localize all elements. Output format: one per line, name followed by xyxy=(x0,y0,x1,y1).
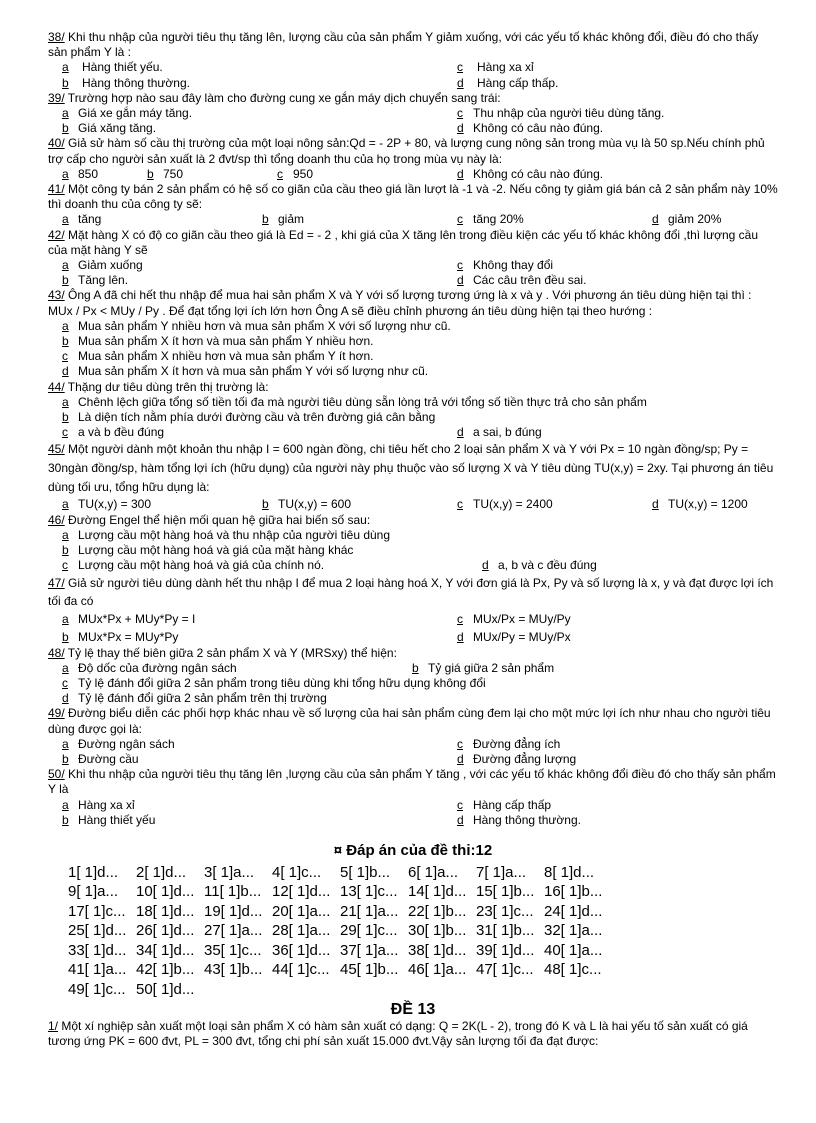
question-text: Một xí nghiệp sản xuất một loại sản phẩm X có hàm sản xuất có dạng: Q = 2K(L - 2), trong đó K và L là hai yếu tố sản xuất có giá tương ứng PK = 600 đvt, PL = 300 đvt, tổng chi phí sản xuất 15.000 đvt.Vậy sản lượng tối đa đạt được: xyxy=(48,1019,748,1049)
option-text: Tỷ lệ đánh đổi giữa 2 sản phẩm trong tiêu dùng khi tổng hữu dụng không đổi xyxy=(78,675,486,690)
question-40 xyxy=(48,136,778,182)
question-44 xyxy=(48,380,778,441)
answer-row xyxy=(68,921,778,941)
question-text: Giả sử hàm số cầu thị trường của một loại nông sản:Qd = - 2P + 80, và lượng cung nông sản trong mùa vụ là 50 sp.Nếu chính phủ trợ cấp cho người sản xuất là 2 đvt/sp thì tổng doanh thu của họ trong mùa vụ này là: xyxy=(48,136,765,166)
option-text: TU(x,y) = 1200 xyxy=(668,497,748,512)
answer-grid xyxy=(48,863,778,1000)
answer-item: 40[ 1]a... xyxy=(544,941,603,959)
question-number: 45/ xyxy=(48,442,65,457)
question-42 xyxy=(48,228,778,289)
option-text: Giá xe gắn máy tăng. xyxy=(78,106,193,121)
answer-item: 48[ 1]c... xyxy=(544,961,602,979)
answer-item: 22[ 1]b... xyxy=(408,902,467,920)
answer-item: 49[ 1]c... xyxy=(68,980,126,998)
option-text: Hàng xa xỉ xyxy=(477,60,534,75)
question-1 xyxy=(48,1019,778,1049)
answer-item: 4[ 1]c... xyxy=(272,863,322,881)
answer-row xyxy=(68,941,778,961)
option-text: TU(x,y) = 600 xyxy=(278,497,352,512)
option-text: MUx/Px = MUy/Py xyxy=(473,611,571,626)
answer-item: 1[ 1]d... xyxy=(68,863,119,881)
option-text: Thu nhập của người tiêu dùng tăng. xyxy=(473,106,665,121)
answer-item: 35[ 1]c... xyxy=(204,941,262,959)
option-text: Đường đẳng lượng xyxy=(473,751,577,766)
answer-row xyxy=(68,980,778,1000)
option-text: Tăng lên. xyxy=(78,273,129,288)
option-text: Đường ngân sách xyxy=(78,736,175,751)
option-letter: b xyxy=(262,497,269,512)
question-47 xyxy=(48,574,778,646)
option-letter: c xyxy=(457,736,463,751)
answer-item: 50[ 1]d... xyxy=(136,980,195,998)
answer-item: 7[ 1]a... xyxy=(476,863,527,881)
question-38 xyxy=(48,30,778,91)
option-text: a sai, b đúng xyxy=(473,425,542,440)
answer-item: 3[ 1]a... xyxy=(204,863,255,881)
question-text: Đường Engel thể hiện mối quan hệ giữa hai biến số sau: xyxy=(64,512,371,527)
question-48 xyxy=(48,646,778,707)
answer-item: 21[ 1]a... xyxy=(340,902,399,920)
option-letter: a xyxy=(62,394,69,409)
option-letter: c xyxy=(457,797,463,812)
question-text: Mặt hàng X có độ co giãn cầu theo giá là Ed = - 2 , khi giá của X tăng lên trong điều kiện các yếu tố khác không đổi ,thì lượng cầu của mặt hàng Y sẽ xyxy=(48,227,759,257)
option-letter: c xyxy=(457,258,463,273)
exam-page xyxy=(48,30,778,1049)
answer-item: 26[ 1]d... xyxy=(136,922,195,940)
question-number: 39/ xyxy=(48,90,65,105)
option-letter: d xyxy=(482,558,489,573)
option-letter: d xyxy=(652,497,659,512)
option-letter: a xyxy=(62,527,69,542)
answer-item: 17[ 1]c... xyxy=(68,902,126,920)
question-number: 48/ xyxy=(48,645,65,660)
option-letter: b xyxy=(62,121,69,136)
answer-item: 14[ 1]d... xyxy=(408,883,467,901)
answer-item: 43[ 1]b... xyxy=(204,961,263,979)
option-letter: a xyxy=(62,660,69,675)
option-text: Giá xăng tăng. xyxy=(78,121,157,136)
question-43 xyxy=(48,288,778,379)
option-text: Là diện tích nằm phía dưới đường cầu và trên đường giá cân bằng xyxy=(78,410,436,425)
question-text: Trường hợp nào sau đây làm cho đường cung xe gắn máy dịch chuyển sang trái: xyxy=(64,90,501,105)
answer-item: 29[ 1]c... xyxy=(340,922,398,940)
option-letter: a xyxy=(62,212,69,227)
question-number: 41/ xyxy=(48,182,65,197)
option-letter: d xyxy=(457,166,464,181)
answers-title: ¤ Đáp án của đề thi:12 xyxy=(333,841,493,859)
option-letter: d xyxy=(457,751,464,766)
answer-item: 13[ 1]c... xyxy=(340,883,398,901)
option-letter: c xyxy=(62,675,68,690)
question-number: 46/ xyxy=(48,512,65,527)
option-text: Hàng xa xỉ xyxy=(78,797,135,812)
question-text: Thặng dư tiêu dùng trên thị trường là: xyxy=(64,379,269,394)
question-text: Khi thu nhập của người tiêu thụ tăng lên ,lượng cầu của sản phẩm Y tăng , với các yếu tố khác không đổi điều đó cho thấy sản phẩm Y là xyxy=(48,767,776,797)
option-text: Hàng thiết yếu. xyxy=(82,60,163,75)
question-number: 50/ xyxy=(48,767,65,782)
option-letter: c xyxy=(457,497,463,512)
option-letter: c xyxy=(62,425,68,440)
option-letter: a xyxy=(62,258,69,273)
option-text: Mua sản phẩm Y nhiều hơn và mua sản phẩm X với số lượng như cũ. xyxy=(78,318,451,333)
option-letter: b xyxy=(412,660,419,675)
option-text: 950 xyxy=(293,166,314,181)
answer-item: 33[ 1]d... xyxy=(68,941,127,959)
option-letter: c xyxy=(457,611,463,626)
answer-item: 31[ 1]b... xyxy=(476,922,535,940)
question-number: 49/ xyxy=(48,706,65,721)
option-text: Hàng cấp thấp xyxy=(473,797,552,812)
answer-item: 28[ 1]a... xyxy=(272,922,331,940)
option-letter: d xyxy=(62,364,69,379)
answer-item: 30[ 1]b... xyxy=(408,922,467,940)
answer-item: 6[ 1]a... xyxy=(408,863,459,881)
answer-item: 23[ 1]c... xyxy=(476,902,534,920)
question-50 xyxy=(48,767,778,828)
question-text: Tỷ lệ thay thế biên giữa 2 sản phẩm X và Y (MRSxy) thể hiện: xyxy=(64,645,397,660)
option-letter: d xyxy=(457,629,464,644)
option-text: Giảm xuống xyxy=(78,258,143,273)
answer-item: 8[ 1]d... xyxy=(544,863,595,881)
option-text: 850 xyxy=(78,166,99,181)
option-letter: d xyxy=(457,75,464,90)
option-letter: d xyxy=(457,812,464,827)
option-letter: c xyxy=(62,349,68,364)
question-number: 38/ xyxy=(48,30,65,44)
option-text: Đường đẳng ích xyxy=(473,736,561,751)
answer-item: 11[ 1]b... xyxy=(204,883,262,901)
answer-row xyxy=(68,863,778,883)
question-46 xyxy=(48,513,778,574)
option-text: Các câu trên đều sai. xyxy=(473,273,587,288)
option-letter: a xyxy=(62,166,69,181)
option-text: TU(x,y) = 2400 xyxy=(473,497,553,512)
option-letter: d xyxy=(652,212,659,227)
option-letter: a xyxy=(62,797,69,812)
answer-item: 19[ 1]d... xyxy=(204,902,263,920)
option-letter: b xyxy=(62,543,69,558)
answer-item: 34[ 1]d... xyxy=(136,941,195,959)
answer-item: 46[ 1]a... xyxy=(408,961,467,979)
option-text: MUx/Py = MUy/Px xyxy=(473,629,571,644)
option-text: Đường cầu xyxy=(78,751,139,766)
answer-row xyxy=(68,882,778,902)
option-text: Hàng thông thường. xyxy=(82,75,190,90)
option-text: Tỷ lệ đánh đổi giữa 2 sản phẩm trên thị trường xyxy=(78,691,327,706)
answer-item: 27[ 1]a... xyxy=(204,922,263,940)
answer-item: 9[ 1]a... xyxy=(68,883,119,901)
question-number: 42/ xyxy=(48,227,65,242)
option-text: TU(x,y) = 300 xyxy=(78,497,152,512)
option-letter: d xyxy=(457,425,464,440)
answer-row xyxy=(68,902,778,922)
option-letter: a xyxy=(62,736,69,751)
option-text: Hàng cấp thấp. xyxy=(477,75,559,90)
option-text: giảm 20% xyxy=(668,212,722,227)
question-text: Ông A đã chi hết thu nhập để mua hai sản phẩm X và Y với số lượng tương ứng là x và y . Với phương án tiêu dùng hiện tại thì : MUx / Px < MUy / Py . Để đạt tổng lợi ích lớn hơn Ông A sẽ điều chỉnh phương án tiêu dùng hiện tại theo hướng : xyxy=(48,288,752,318)
option-letter: b xyxy=(62,812,69,827)
option-text: MUx*Px + MUy*Py = I xyxy=(78,611,196,626)
question-number: 47/ xyxy=(48,575,65,590)
option-text: a và b đều đúng xyxy=(78,425,165,440)
option-text: Không thay đổi xyxy=(473,258,554,273)
option-text: Lượng cầu một hàng hoá và giá của mặt hàng khác xyxy=(78,543,354,558)
option-text: Mua sản phẩm X ít hơn và mua sản phẩm Y nhiều hơn. xyxy=(78,334,374,349)
option-text: a, b và c đều đúng xyxy=(498,558,597,573)
answer-item: 15[ 1]b... xyxy=(476,883,535,901)
option-letter: b xyxy=(62,75,69,90)
question-text: Khi thu nhập của người tiêu thụ tăng lên, lượng cầu của sản phẩm Y giảm xuống, với các yếu tố khác không đổi, điều đó cho thấy sản phẩm Y là : xyxy=(48,30,759,60)
option-text: giảm xyxy=(278,212,305,227)
option-text: Không có câu nào đúng. xyxy=(473,166,604,181)
answer-item: 20[ 1]a... xyxy=(272,902,331,920)
option-text: Lượng cầu một hàng hoá và thu nhập của người tiêu dùng xyxy=(78,527,391,542)
option-letter: a xyxy=(62,497,69,512)
option-letter: d xyxy=(457,121,464,136)
option-letter: a xyxy=(62,611,69,626)
option-letter: b xyxy=(262,212,269,227)
option-letter: c xyxy=(457,106,463,121)
option-text: tăng xyxy=(78,212,102,227)
option-letter: c xyxy=(457,212,463,227)
answer-item: 41[ 1]a... xyxy=(68,961,127,979)
option-text: Không có câu nào đúng. xyxy=(473,121,604,136)
answer-row xyxy=(68,960,778,980)
question-39 xyxy=(48,91,778,137)
answer-item: 18[ 1]d... xyxy=(136,902,195,920)
option-text: Độ dốc của đường ngân sách xyxy=(78,660,237,675)
question-number: 44/ xyxy=(48,379,65,394)
question-text: Đường biểu diễn các phối hợp khác nhau về số lượng của hai sản phẩm cùng đem lại cho một mức lợi ích như nhau cho người tiêu dùng được gọi là: xyxy=(48,706,771,736)
option-text: 750 xyxy=(163,166,184,181)
option-letter: c xyxy=(457,60,463,75)
answer-item: 42[ 1]b... xyxy=(136,961,195,979)
question-number: 40/ xyxy=(48,136,65,151)
question-45 xyxy=(48,440,778,512)
option-letter: b xyxy=(62,410,69,425)
question-text: Một công ty bán 2 sản phẩm có hệ số co giãn của cầu theo giá lần lượt là -1 và -2. Nếu công ty giảm giá bán cả 2 sản phẩm này 10% thì doanh thu của công ty sẽ: xyxy=(48,182,778,212)
answer-item: 45[ 1]b... xyxy=(340,961,399,979)
option-text: Hàng thông thường. xyxy=(473,812,581,827)
option-letter: a xyxy=(62,60,69,75)
question-41 xyxy=(48,182,778,228)
answer-item: 47[ 1]c... xyxy=(476,961,534,979)
question-number: 1/ xyxy=(48,1019,59,1034)
option-text: tăng 20% xyxy=(473,212,524,227)
answer-item: 2[ 1]d... xyxy=(136,863,187,881)
option-letter: a xyxy=(62,106,69,121)
answer-item: 38[ 1]d... xyxy=(408,941,467,959)
question-text: Một người dành một khoản thu nhập I = 600 ngàn đồng, chi tiêu hết cho 2 loại sản phẩm X và Y với Px = 10 ngàn đồng/sp; Py = 30ngàn đồng/sp, hàm tổng lợi ích (hữu dụng) của người này phụ thuộc vào số lượng X và Y tiêu dùng TU(x,y) = 2xy. Tại phương án tiêu dùng tối ưu, tổng hữu dụng là: xyxy=(48,442,774,495)
answer-item: 36[ 1]d... xyxy=(272,941,331,959)
question-text: Giả sử người tiêu dùng dành hết thu nhập I để mua 2 loại hàng hoá X, Y với đơn giá là Px, Py và số lượng là x, y và đạt được lợi ích tối đa có xyxy=(48,575,774,608)
option-letter: b xyxy=(62,751,69,766)
option-text: Mua sản phẩm X nhiều hơn và mua sản phẩm Y ít hơn. xyxy=(78,349,374,364)
answer-item: 24[ 1]d... xyxy=(544,902,603,920)
answer-item: 12[ 1]d... xyxy=(272,883,331,901)
option-text: MUx*Px = MUy*Py xyxy=(78,629,179,644)
option-letter: a xyxy=(62,318,69,333)
option-text: Tỷ giá giữa 2 sản phẩm xyxy=(428,660,555,675)
question-49 xyxy=(48,706,778,767)
answer-item: 37[ 1]a... xyxy=(340,941,399,959)
question-number: 43/ xyxy=(48,288,65,303)
option-letter: b xyxy=(147,166,154,181)
answer-item: 25[ 1]d... xyxy=(68,922,127,940)
answer-item: 16[ 1]b... xyxy=(544,883,603,901)
exam-title-13: ĐỀ 13 xyxy=(390,1001,436,1019)
option-text: Lượng cầu một hàng hoá và giá của chính nó. xyxy=(78,558,325,573)
option-letter: d xyxy=(457,273,464,288)
answer-item: 44[ 1]c... xyxy=(272,961,330,979)
answer-item: 5[ 1]b... xyxy=(340,863,391,881)
option-text: Chênh lệch giữa tổng số tiền tối đa mà người tiêu dùng sẵn lòng trả với tổng số tiền thực trả cho sản phẩm xyxy=(78,394,647,409)
option-letter: c xyxy=(277,166,283,181)
option-letter: c xyxy=(62,558,68,573)
option-text: Hàng thiết yếu xyxy=(78,812,156,827)
option-letter: b xyxy=(62,629,69,644)
option-text: Mua sản phẩm X ít hơn và mua sản phẩm Y với số lượng như cũ. xyxy=(78,364,429,379)
option-letter: d xyxy=(62,691,69,706)
option-letter: b xyxy=(62,334,69,349)
option-letter: b xyxy=(62,273,69,288)
answer-item: 39[ 1]d... xyxy=(476,941,535,959)
answer-item: 32[ 1]a... xyxy=(544,922,603,940)
answer-item: 10[ 1]d... xyxy=(136,883,195,901)
